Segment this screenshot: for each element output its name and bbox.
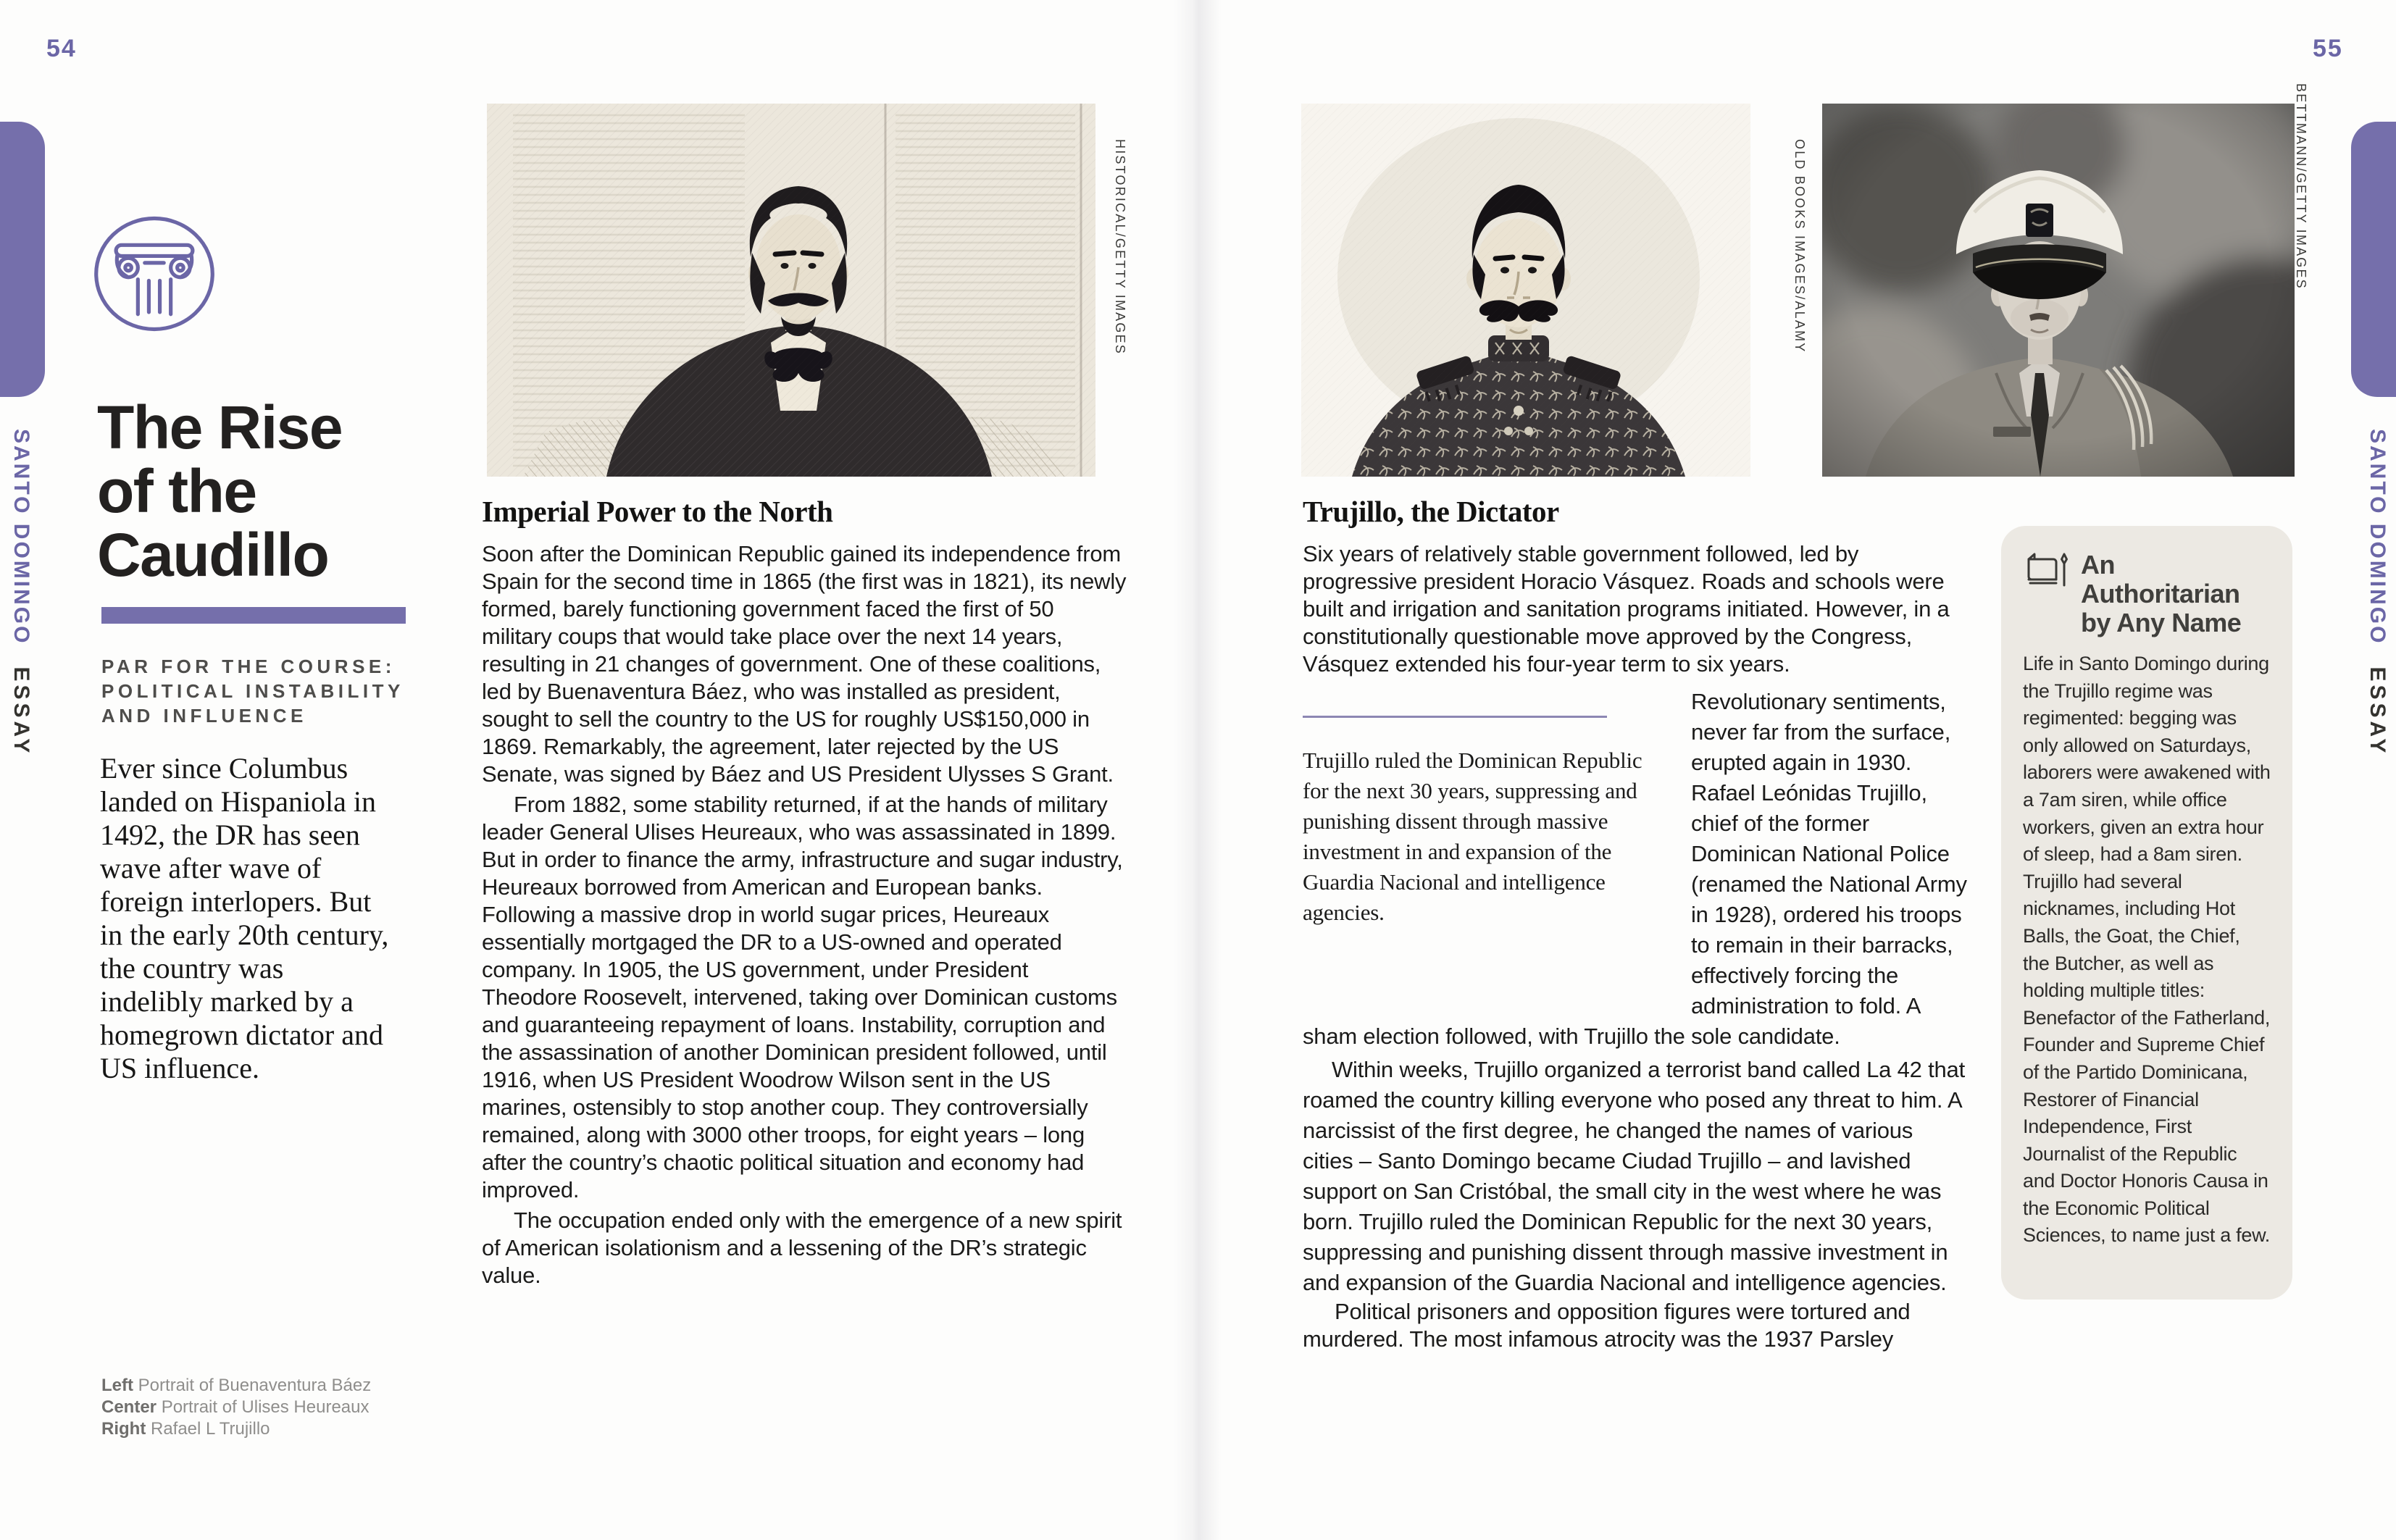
sidebar-body: Life in Santo Domingo during the Trujillo regime was regimented: begging was only allowed on Saturdays, laborers were awakened with a 7am siren, while office workers, given an extra hour of sleep, had a 8am siren. Trujillo had several nicknames, including Hot Balls, the Goat, the Chief, the Butcher, as well as holding multiple titles: Benefactor of the Fatherland, Founder and Supreme Chief of the Partido Dominicana, Restorer of Financial Independence, First Journalist of the Republic and Doctor Honoris Causa in the Economic Political Sciences, to name just a few. xyxy=(2023,653,2271,1247)
column-icon xyxy=(93,214,216,334)
caption-label: Center xyxy=(101,1397,157,1417)
caption-text: Rafael L Trujillo xyxy=(150,1419,270,1439)
rail-left xyxy=(9,429,33,756)
article-right-column xyxy=(1303,494,1968,1353)
page-gutter xyxy=(1174,0,1222,1540)
image-credit-right: BETTMANN/GETTY IMAGES xyxy=(2294,83,2308,290)
rail-right xyxy=(2365,429,2389,756)
caption-text: Portrait of Buenaventura Báez xyxy=(138,1376,372,1395)
paragraph: Within weeks, Trujillo organized a terrorist band called La 42 that roamed the country killing everyone who posed any threat to him. A narcissist of the first degree, he changed the names of various cities – Santo Domingo became Ciudad Trujillo – and lavished support on San Cristóbal, the small city in the west where he was born. Trujillo ruled the Dominican Republic for the next 30 years, suppressing and punishing dissent through massive investment in and expansion of the Guardia Nacional and intelligence agencies. xyxy=(1303,1057,1966,1295)
sidebar-heading: An Authoritarian by Any Name xyxy=(2081,550,2242,637)
caption-row xyxy=(101,1418,420,1440)
caption-row xyxy=(101,1375,420,1397)
image-credit-center: OLD BOOKS IMAGES/ALAMY xyxy=(1792,139,1807,353)
paragraph: The occupation ended only with the emergence of a new spirit of American isolationism and a lessening of the DR’s strategic value. xyxy=(482,1208,1122,1288)
sidebar-header xyxy=(2023,551,2271,637)
intro-paragraph: Ever since Columbus landed on Hispaniola in 1492, the DR has seen wave after wave of foreign interlopers. But in the early 20th century, the country was indelibly marked by a homegrown dictator and US influence. xyxy=(100,752,389,1084)
title-accent-bar xyxy=(101,607,406,624)
image-caption xyxy=(101,1375,420,1440)
paragraph: Soon after the Dominican Republic gained its independence from Spain for the second time in 1865 (the first was in 1821), its newly formed, barely functioning government faced the first of 50 military coups that would take place over the next 14 years, resulting in 21 changes of government. One of these coalitions, led by Buenaventura Báez, who was installed as president, sought to sell the country to the US for roughly US$150,000 in 1869. Remarkably, the agreement, later rejected by the US Senate, was signed by Báez and US President Ulysses S Grant. xyxy=(482,541,1127,787)
section-heading-trujillo: Trujillo, the Dictator xyxy=(1303,495,1559,528)
portrait-trujillo-image xyxy=(1822,104,2295,477)
paragraph: Political prisoners and opposition figures were tortured and murdered. The most infamous atrocity was the 1937 Parsley xyxy=(1303,1299,1911,1352)
caption-label: Left xyxy=(101,1376,133,1395)
title-line-3: Caudillo xyxy=(97,521,329,589)
image-credit-left: HISTORICAL/GETTY IMAGES xyxy=(1113,139,1127,355)
caption-row xyxy=(101,1397,420,1418)
book-pen-icon xyxy=(2023,551,2071,596)
article-body xyxy=(482,540,1129,1289)
paragraph: From 1882, some stability returned, if at the hands of military leader General Ulises Heureaux, who was assassinated in 1899. But in order to finance the army, infrastructure and sugar industry, Heureaux borrowed from American and European banks. Following a massive drop in world sugar prices, Heureaux essentially mortgaged the DR to a US-owned and operated company. In 1905, the US government, under President Theodore Roosevelt, intervened, taking over Dominican customs and guaranteeing repayment of loans. Instability, corruption and the assassination of another Dominican president followed, until 1916, when US President Woodrow Wilson sent in the US marines, ostensibly to stop another coup. They controversially remained, along with 3000 other troops, for eight years – long after the country’s chaotic political situation and economy had improved. xyxy=(482,792,1123,1202)
pull-quote-text: Trujillo ruled the Dominican Republic for the next 30 years, suppressing and punishing dissent through massive investment in and expansion of the Guardia Nacional and intelligence agencies. xyxy=(1303,748,1642,925)
portrait-baez-image xyxy=(487,104,1095,477)
rail-section: ESSAY xyxy=(2366,666,2389,757)
pull-quote-rule xyxy=(1303,716,1607,718)
essay-title xyxy=(97,393,343,589)
caption-text: Portrait of Ulises Heureaux xyxy=(161,1397,370,1417)
title-line-1: The Rise xyxy=(97,393,343,461)
paragraph: Revolutionary sentiments, never far from the surface, erupted again in 1930. Rafael Leónidas Trujillo, chief of the former Dominican National Police (renamed the National Army in 1928), ordered his troops to remain in their barracks, effectively forcing the administration to fold. A sham election followed, with Trujillo the sole candidate. xyxy=(1303,689,1967,1049)
pull-quote xyxy=(1303,716,1665,967)
chapter-tab-left xyxy=(0,122,45,397)
caption-label: Right xyxy=(101,1419,146,1439)
section-heading-imperial: Imperial Power to the North xyxy=(482,495,833,528)
portrait-heureaux-image xyxy=(1301,104,1750,477)
title-line-2: of the xyxy=(97,457,256,525)
rail-territory: SANTO DOMINGO xyxy=(2366,429,2389,645)
rail-section: ESSAY xyxy=(9,666,33,757)
article-flow xyxy=(1303,687,1968,1298)
chapter-tab-right xyxy=(2351,122,2396,397)
article-left-column xyxy=(482,494,1129,1289)
kicker: PAR FOR THE COURSE: POLITICAL INSTABILITY AND INFLUENCE xyxy=(101,656,404,727)
sidebar-box xyxy=(2001,526,2292,1300)
page-number-right: 55 xyxy=(2313,35,2343,62)
page-number-left: 54 xyxy=(46,35,77,62)
rail-territory: SANTO DOMINGO xyxy=(9,429,33,645)
paragraph: Six years of relatively stable government followed, led by progressive president Horacio Vásquez. Roads and schools were built and irrigation and sanitation programs initiated. However, in a constitutionally questionable move approved by the Congress, Vásquez extended his four-year term to six years. xyxy=(1303,541,1950,677)
